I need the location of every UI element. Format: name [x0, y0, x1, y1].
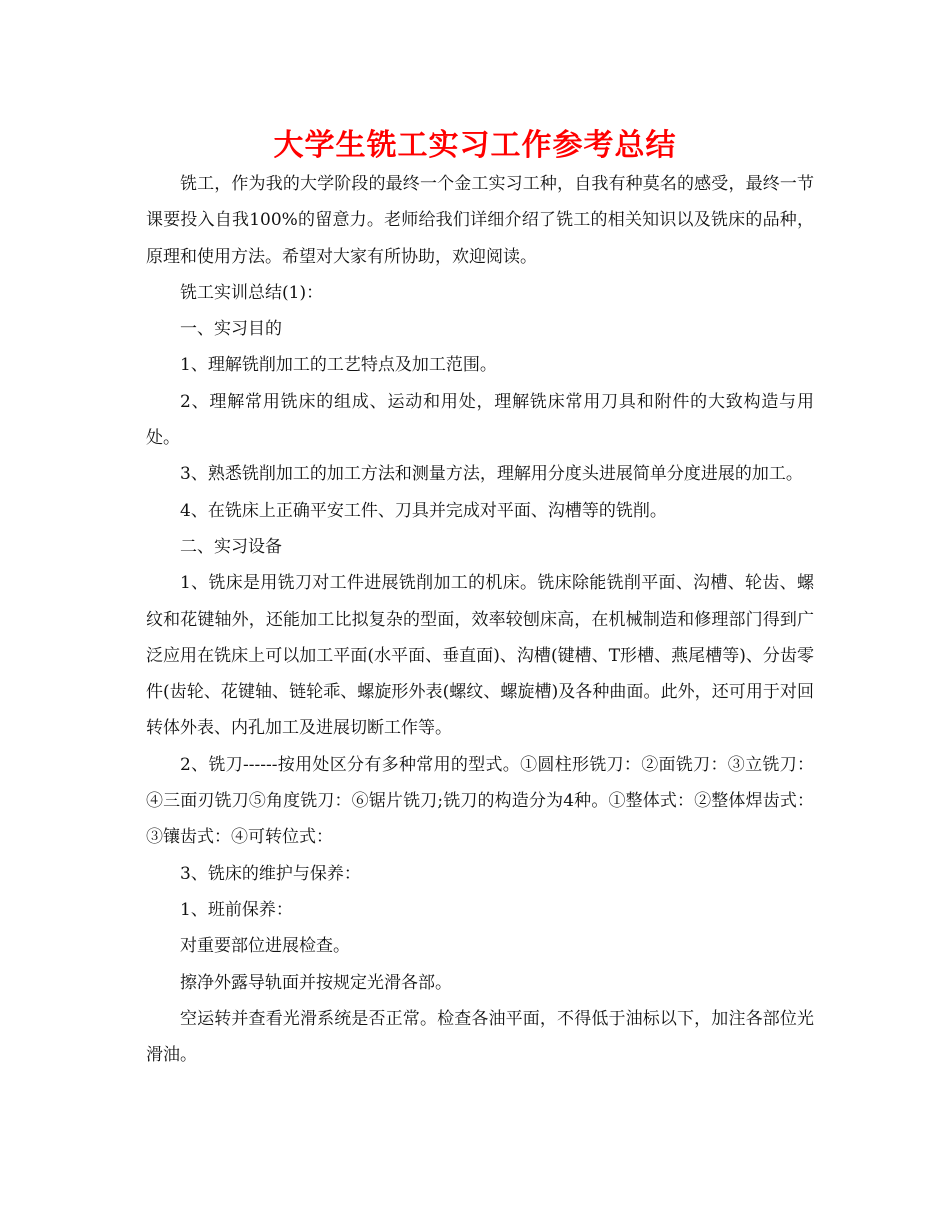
paragraph-pre-shift-1: 对重要部位进展检查。: [180, 936, 350, 957]
paragraph-pre-shift-heading: 1、班前保养：: [180, 899, 293, 920]
section-heading-equipment: 二、实习设备: [180, 536, 282, 557]
paragraph-summary-heading: 铣工实训总结(1)：: [180, 282, 324, 303]
paragraph-purpose-4: 4、在铣床上正确平安工件、刀具并完成对平面、沟槽等的铣削。: [180, 500, 667, 521]
paragraph-pre-shift-3: 空运转并查看光滑系统是否正常。检查各油平面，不得低于油标以下，加注各部位光滑油。: [146, 1008, 814, 1066]
paragraph-purpose-2: 2、理解常用铣床的组成、运动和用处，理解铣床常用刀具和附件的大致构造与用处。: [146, 391, 814, 449]
paragraph-maintenance-heading: 3、铣床的维护与保养：: [180, 863, 361, 884]
paragraph-equipment-1: 1、铣床是用铣刀对工件进展铣削加工的机床。铣床除能铣削平面、沟槽、轮齿、螺纹和花键轴外，还能加工比拟复杂的型面，效率较刨床高，在机械制造和修理部门得到广泛应用在铣床上可以加工平面(水平面、垂直面)、沟槽(键槽、T形槽、燕尾槽等)、分齿零件(齿轮、花键轴、链轮乖、螺旋形外表(螺纹、螺旋槽)及各种曲面。此外，还可用于对回转体外表、内孔加工及进展切断工作等。: [146, 573, 814, 739]
paragraph-pre-shift-2: 擦净外露导轨面并按规定光滑各部。: [180, 972, 452, 993]
section-heading-purpose: 一、实习目的: [180, 319, 282, 340]
paragraph-equipment-2: 2、铣刀------按用处区分有多种常用的型式。①圆柱形铣刀：②面铣刀：③立铣刀：④三面刃铣刀⑤角度铣刀：⑥锯片铣刀;铣刀的构造分为4种。①整体式：②整体焊齿式：③镶齿式：④可转位式：: [146, 754, 814, 848]
paragraph-intro: 铣工，作为我的大学阶段的最终一个金工实习工种，自我有种莫名的感受，最终一节课要投入自我100%的留意力。老师给我们详细介绍了铣工的相关知识以及铣床的品种，原理和使用方法。希望对大家有所协助，欢迎阅读。: [146, 174, 814, 267]
document-title: 大学生铣工实习工作参考总结: [273, 128, 677, 163]
document-body: [146, 166, 814, 1073]
paragraph-purpose-1: 1、理解铣削加工的工艺特点及加工范围。: [180, 355, 497, 376]
paragraph-purpose-3: 3、熟悉铣削加工的加工方法和测量方法，理解用分度头进展简单分度进展的加工。: [180, 464, 803, 485]
